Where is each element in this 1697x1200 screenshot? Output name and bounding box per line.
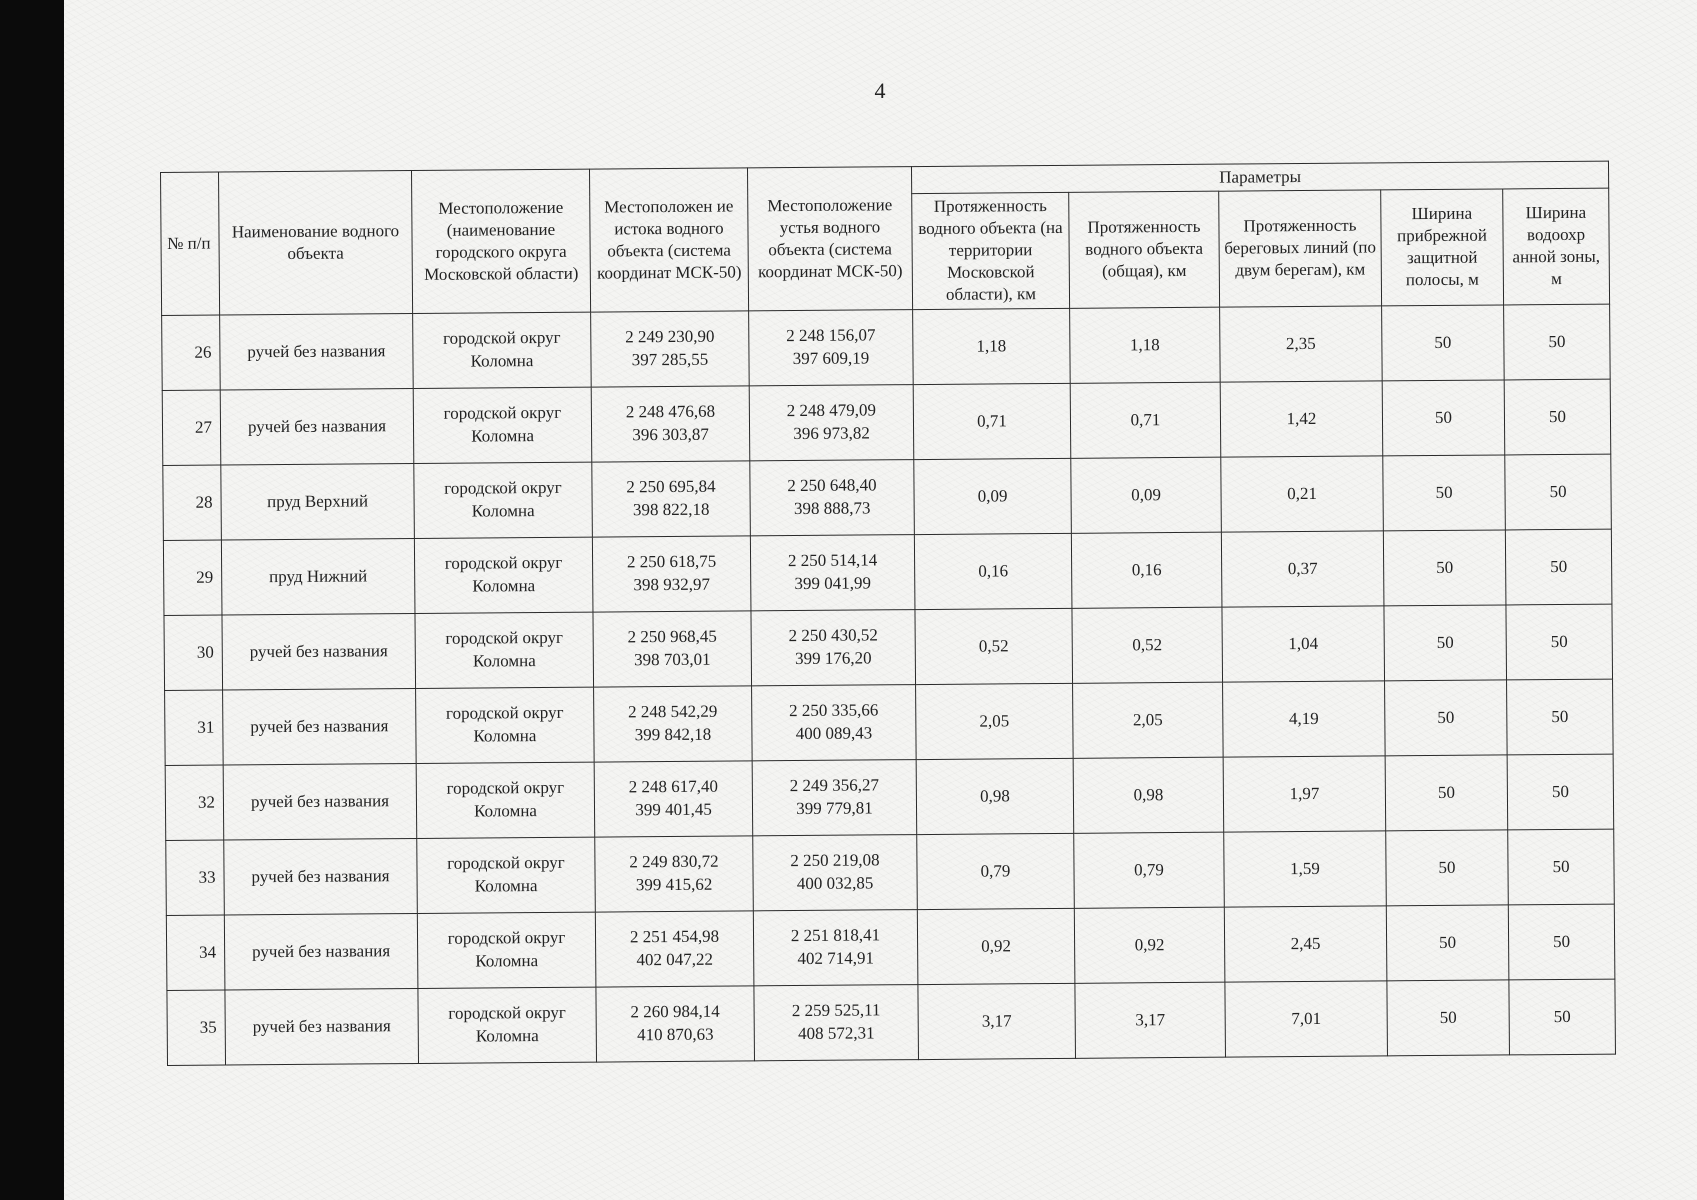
cell-protection-width-value: 50 (1548, 331, 1566, 351)
cell-protection-width-value: 50 (1551, 706, 1569, 726)
table-row (166, 829, 1615, 915)
cell-coastal-width-value: 50 (1436, 557, 1454, 577)
cell-length-total (1074, 907, 1225, 983)
cell-coastal-width-value: 50 (1437, 707, 1455, 727)
cell-location (415, 612, 594, 688)
cell-num-value: 32 (197, 792, 216, 812)
cell-name-value: ручей без названия (251, 865, 390, 886)
header-parameters: Параметры (911, 161, 1608, 194)
cell-num (167, 990, 226, 1065)
cell-mouth-coords-value: 408 572,31 (797, 1022, 875, 1043)
cell-shore-length-value: 0,21 (1287, 483, 1318, 503)
cell-num (163, 465, 222, 540)
cell-source-coords-value: 2 248 617,40 (628, 777, 719, 797)
cell-source-coords-value: 2 250 695,84 (626, 477, 716, 497)
cell-length-total-value: 3,17 (1135, 1009, 1166, 1029)
cell-shore-length (1223, 680, 1386, 756)
cell-length-region-value: 0,92 (981, 935, 1012, 956)
cell-length-total-value: 0,98 (1133, 784, 1164, 804)
cell-protection-width (1506, 604, 1613, 680)
cell-coastal-width (1383, 530, 1506, 606)
cell-shore-length (1222, 605, 1385, 681)
cell-name (220, 313, 414, 390)
table-row (165, 679, 1614, 765)
cell-location-value: городской округ Коломна (445, 628, 563, 671)
cell-length-total-value: 0,92 (1134, 934, 1165, 954)
cell-mouth-coords-value: 397 609,19 (792, 347, 870, 368)
cell-source-coords-value: 398 932,97 (633, 574, 711, 594)
cell-length-region-value: 0,16 (978, 560, 1009, 581)
cell-name (223, 763, 417, 840)
cell-coastal-width (1384, 605, 1507, 681)
cell-mouth-coords (754, 984, 919, 1060)
cell-num-value: 33 (198, 867, 216, 887)
cell-coastal-width (1383, 455, 1506, 531)
cell-length-region-value: 0,98 (979, 785, 1010, 806)
header-location: Местоположение (наименование городского округа Московской области) (411, 169, 590, 313)
cell-source-coords-value: 2 249 230,90 (625, 327, 715, 347)
header-shore-length: Протяженность береговых линий (по двум берегам), км (1219, 190, 1382, 307)
cell-protection-width (1504, 379, 1611, 455)
cell-length-region (913, 308, 1071, 384)
cell-length-total-value: 0,09 (1131, 484, 1162, 504)
cell-source-coords-value: 410 870,63 (636, 1024, 714, 1044)
cell-source-coords-value: 399 842,18 (634, 724, 712, 744)
cell-source-coords (596, 985, 755, 1061)
header-length-region: Протяженность водного объекта (на территории Московской области), км (912, 192, 1070, 309)
cell-protection-width-value: 50 (1551, 781, 1570, 801)
cell-length-total-value: 1,18 (1129, 334, 1160, 354)
cell-shore-length-value: 1,97 (1289, 783, 1320, 803)
cell-length-total-value: 2,05 (1132, 709, 1163, 729)
cell-protection-width (1508, 829, 1615, 905)
cell-length-total (1073, 757, 1224, 833)
cell-location (418, 987, 597, 1063)
cell-num (162, 315, 221, 390)
cell-protection-width (1507, 679, 1614, 755)
header-source: Местоположен ие истока водного объекта (система координат МСК-50) (589, 168, 748, 312)
cell-mouth-coords (749, 384, 914, 460)
cell-coastal-width (1386, 829, 1509, 905)
cell-length-region (915, 608, 1073, 684)
cell-name-value: ручей без названия (252, 940, 391, 961)
cell-length-total (1073, 682, 1224, 758)
cell-location-value: городской округ Коломна (445, 703, 564, 746)
cell-mouth-coords-value: 2 250 335,66 (789, 700, 879, 721)
cell-source-coords-value: 2 251 454,98 (629, 927, 720, 947)
cell-shore-length-value: 0,37 (1287, 558, 1318, 578)
cell-length-total (1074, 832, 1225, 908)
cell-mouth-coords-value: 399 041,99 (794, 572, 872, 593)
cell-shore-length-value: 2,45 (1290, 933, 1321, 953)
cell-location-value: городской округ Коломна (444, 478, 562, 521)
cell-mouth-coords (753, 834, 918, 910)
cell-protection-width (1504, 304, 1611, 380)
cell-shore-length (1221, 530, 1384, 606)
cell-mouth-coords-value: 399 779,81 (796, 797, 873, 818)
cell-mouth-coords-value: 2 250 430,52 (788, 625, 878, 646)
cell-length-total (1070, 382, 1221, 458)
cell-length-region-value: 1,18 (976, 335, 1007, 356)
cell-location-value: городской округ Коломна (448, 1003, 566, 1046)
cell-num (163, 540, 222, 615)
cell-mouth-coords (752, 684, 917, 760)
cell-num-value: 35 (199, 1017, 217, 1037)
cell-source-coords (595, 835, 754, 911)
cell-name (220, 388, 414, 465)
cell-name-value: ручей без названия (250, 790, 390, 811)
cell-length-total-value: 0,71 (1130, 409, 1161, 429)
cell-location (417, 912, 596, 988)
cell-source-coords-value: 2 250 968,45 (627, 627, 717, 647)
table-row (167, 979, 1616, 1065)
cell-length-total (1072, 607, 1223, 683)
table-row (163, 454, 1612, 540)
cell-mouth-coords-value: 2 250 648,40 (787, 475, 877, 496)
cell-length-total (1071, 457, 1222, 533)
cell-source-coords (593, 610, 752, 686)
cell-mouth-coords-value: 2 250 514,14 (787, 550, 878, 571)
cell-mouth-coords (753, 909, 918, 985)
cell-length-total-value: 0,16 (1131, 559, 1162, 579)
cell-length-region (916, 758, 1074, 834)
cell-num (166, 840, 225, 915)
cell-length-region (918, 983, 1076, 1059)
cell-mouth-coords-value: 2 251 818,41 (790, 925, 881, 946)
cell-protection-width-value: 50 (1553, 931, 1571, 951)
cell-shore-length (1223, 755, 1386, 831)
cell-mouth-coords (750, 534, 915, 610)
cell-protection-width (1508, 904, 1615, 980)
cell-num-value: 26 (194, 342, 212, 362)
cell-shore-length-value: 7,01 (1291, 1008, 1322, 1028)
cell-source-coords-value: 399 401,45 (635, 799, 712, 819)
table-row (162, 304, 1611, 390)
cell-shore-length (1220, 305, 1383, 381)
cell-coastal-width-value: 50 (1434, 407, 1453, 427)
cell-coastal-width (1382, 305, 1505, 381)
cell-source-coords-value: 398 703,01 (634, 649, 711, 669)
header-name: Наименование водного объекта (219, 171, 413, 315)
cell-mouth-coords-value: 400 032,85 (796, 872, 874, 893)
cell-source-coords-value: 2 260 984,14 (630, 1002, 720, 1022)
cell-location-value: городской округ Коломна (447, 853, 565, 896)
cell-num-value: 29 (196, 567, 214, 587)
cell-protection-width (1505, 454, 1612, 530)
cell-shore-length-value: 2,35 (1285, 333, 1316, 353)
cell-mouth-coords-value: 2 249 356,27 (789, 775, 880, 796)
cell-length-region (916, 683, 1074, 759)
cell-protection-width-value: 50 (1549, 481, 1567, 501)
table-row (166, 904, 1615, 990)
cell-length-region-value: 0,71 (977, 410, 1007, 431)
cell-num-value: 28 (195, 492, 213, 512)
header-coastal-width: Ширина прибрежной защитной полосы, м (1381, 189, 1504, 305)
cell-source-coords (594, 685, 753, 761)
cell-name-value: ручей без названия (250, 715, 389, 736)
cell-coastal-width (1382, 380, 1505, 456)
cell-source-coords-value: 397 285,55 (631, 349, 709, 369)
cell-location-value: городской округ Коломна (444, 553, 563, 596)
cell-mouth-coords-value: 396 973,82 (793, 422, 870, 443)
cell-location-value: городской округ Коломна (447, 928, 566, 971)
cell-num-value: 30 (196, 642, 214, 662)
cell-coastal-width (1386, 904, 1509, 980)
cell-length-total (1071, 532, 1222, 608)
cell-location (414, 537, 593, 613)
table-row (163, 529, 1612, 615)
cell-name (221, 463, 415, 540)
cell-source-coords-value: 2 248 476,68 (625, 402, 716, 422)
cell-shore-length (1225, 980, 1388, 1056)
cell-name-value: ручей без названия (247, 340, 386, 361)
cell-protection-width-value: 50 (1550, 556, 1568, 576)
cell-coastal-width (1385, 755, 1508, 831)
cell-length-region-value: 2,05 (979, 710, 1010, 731)
table-row (165, 754, 1614, 840)
cell-mouth-coords (749, 309, 914, 385)
cell-source-coords-value: 399 415,62 (635, 874, 713, 894)
cell-source-coords (592, 460, 751, 536)
cell-shore-length (1224, 905, 1387, 981)
header-length-total: Протяженность водного объекта (общая), км (1069, 191, 1220, 308)
cell-source-coords (591, 310, 750, 386)
cell-num (162, 390, 221, 465)
water-objects-table (160, 161, 1616, 1066)
cell-num (166, 915, 225, 990)
cell-location (416, 762, 595, 838)
table-row (162, 379, 1611, 465)
cell-location-value: городской округ Коломна (443, 403, 562, 446)
cell-protection-width-value: 50 (1548, 406, 1567, 426)
cell-length-region (913, 383, 1071, 459)
cell-length-region-value: 0,79 (980, 860, 1011, 881)
cell-shore-length-value: 4,19 (1288, 708, 1319, 728)
cell-length-region (917, 833, 1075, 909)
cell-protection-width (1505, 529, 1612, 605)
cell-source-coords-value: 398 822,18 (632, 499, 710, 519)
cell-mouth-coords-value: 398 888,73 (793, 497, 871, 518)
cell-coastal-width (1387, 979, 1510, 1055)
cell-mouth-coords-value: 399 176,20 (795, 647, 872, 668)
cell-length-region-value: 0,52 (978, 635, 1009, 656)
cell-num-value: 31 (197, 717, 215, 737)
cell-shore-length (1221, 455, 1384, 531)
cell-name (225, 988, 419, 1065)
table-row (164, 604, 1613, 690)
cell-name (222, 613, 416, 690)
cell-protection-width (1509, 979, 1616, 1055)
cell-location-value: городской округ Коломна (442, 328, 561, 371)
cell-location (413, 387, 592, 463)
cell-source-coords-value: 2 248 542,29 (628, 702, 718, 722)
cell-length-region (914, 458, 1072, 534)
cell-location (413, 312, 592, 388)
cell-mouth-coords-value: 2 248 479,09 (786, 400, 877, 421)
cell-length-region-value: 0,09 (977, 485, 1008, 506)
cell-coastal-width-value: 50 (1439, 932, 1457, 952)
cell-coastal-width-value: 50 (1439, 1007, 1457, 1027)
cell-length-total (1070, 307, 1221, 383)
cell-shore-length-value: 1,59 (1290, 858, 1320, 878)
cell-name (221, 538, 415, 615)
cell-coastal-width-value: 50 (1434, 332, 1452, 352)
cell-source-coords (595, 910, 754, 986)
cell-name (223, 688, 417, 765)
cell-location-value: городской округ Коломна (446, 778, 565, 821)
cell-location (416, 687, 595, 763)
cell-shore-length-value: 1,04 (1288, 633, 1319, 653)
cell-source-coords-value: 2 250 618,75 (626, 552, 717, 572)
cell-source-coords-value: 2 249 830,72 (629, 852, 719, 872)
cell-coastal-width-value: 50 (1437, 782, 1455, 802)
cell-num (164, 615, 223, 690)
cell-name-value: ручей без названия (247, 415, 387, 436)
cell-mouth-coords-value: 402 714,91 (797, 947, 875, 968)
cell-protection-width-value: 50 (1550, 631, 1568, 651)
cell-length-region (914, 533, 1072, 609)
cell-num-value: 34 (199, 942, 217, 962)
cell-mouth-coords-value: 2 250 219,08 (790, 850, 880, 871)
cell-source-coords (594, 760, 753, 836)
cell-shore-length (1224, 830, 1387, 906)
cell-length-total-value: 0,52 (1132, 634, 1163, 654)
cell-name-value: ручей без названия (252, 1015, 391, 1036)
cell-source-coords-value: 402 047,22 (636, 949, 714, 969)
cell-num (165, 690, 224, 765)
header-mouth: Местоположение устья водного объекта (система координат МСК-50) (747, 167, 912, 311)
cell-length-total (1075, 982, 1226, 1058)
cell-coastal-width-value: 50 (1435, 482, 1453, 502)
scanner-edge-band (0, 0, 64, 1200)
header-num: № п/п (161, 172, 220, 315)
cell-source-coords-value: 396 303,87 (632, 424, 709, 444)
cell-source-coords (591, 385, 750, 461)
cell-length-total-value: 0,79 (1134, 859, 1164, 879)
page-number: 4 (874, 78, 886, 103)
cell-mouth-coords-value: 400 089,43 (795, 722, 873, 743)
cell-coastal-width-value: 50 (1436, 632, 1454, 652)
cell-location (414, 462, 593, 538)
cell-name-value: пруд Нижний (269, 565, 368, 586)
cell-coastal-width (1385, 680, 1508, 756)
cell-length-region-value: 3,17 (981, 1010, 1012, 1031)
cell-num-value: 27 (194, 417, 213, 437)
cell-name (224, 913, 418, 990)
cell-shore-length-value: 1,42 (1286, 408, 1317, 428)
cell-name-value: ручей без названия (249, 640, 388, 661)
cell-mouth-coords-value: 2 248 156,07 (786, 325, 876, 346)
cell-coastal-width-value: 50 (1438, 857, 1456, 877)
cell-protection-width-value: 50 (1552, 856, 1570, 876)
cell-shore-length (1220, 380, 1383, 456)
cell-mouth-coords (750, 459, 915, 535)
cell-protection-width (1507, 754, 1614, 830)
cell-source-coords (592, 535, 751, 611)
cell-mouth-coords-value: 2 259 525,11 (791, 1000, 881, 1021)
cell-protection-width-value: 50 (1553, 1006, 1571, 1026)
cell-name-value: пруд Верхний (267, 490, 369, 511)
cell-mouth-coords (752, 759, 917, 835)
cell-mouth-coords (751, 609, 916, 685)
cell-name (224, 838, 418, 915)
header-protection-width: Ширина водоохр анной зоны, м (1503, 188, 1610, 304)
cell-num (165, 765, 224, 840)
cell-location (417, 837, 596, 913)
cell-length-region (917, 908, 1075, 984)
